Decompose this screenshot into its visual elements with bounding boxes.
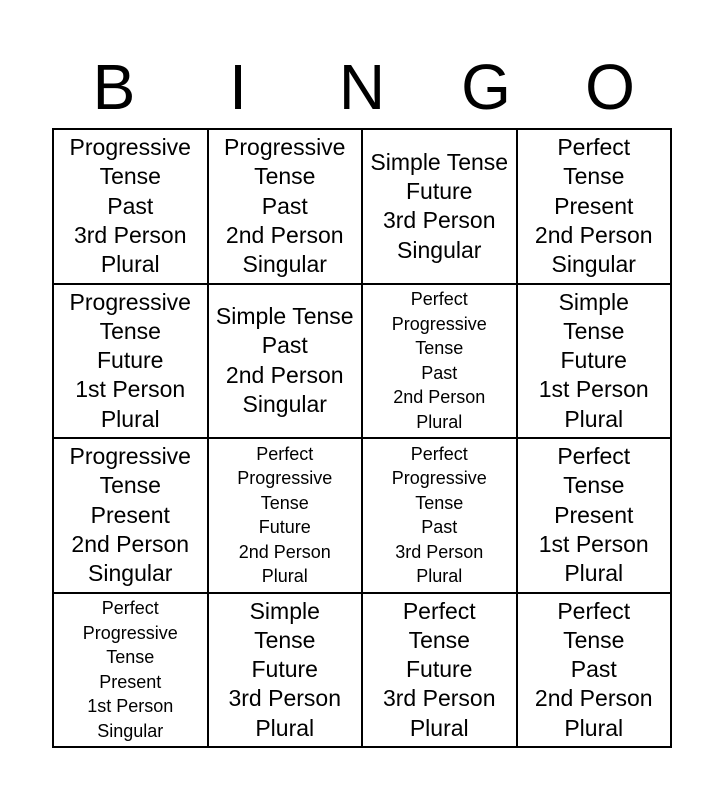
bingo-cell[interactable] [517, 129, 672, 284]
cell-text-line: Tense [415, 492, 464, 513]
cell-text-line: Perfect [557, 443, 631, 469]
cell-text-line: Simple Tense [215, 303, 354, 330]
cell-text-line: Tense [99, 163, 161, 190]
cell-text-line: 1st Person [538, 376, 649, 403]
cell-text-line: Past [261, 192, 308, 219]
cell-text-line: Tense [563, 472, 625, 499]
bingo-cell[interactable] [517, 284, 672, 439]
cell-text-line: 1st Person [75, 376, 186, 403]
cell-text-line: Future [406, 656, 473, 683]
cell-text-line: Singular [551, 251, 636, 278]
cell-text-line: Progressive [224, 134, 346, 160]
cell-text-line: 3rd Person [395, 541, 484, 562]
cell-text-line: Perfect [256, 443, 314, 464]
bingo-cell[interactable] [208, 284, 363, 439]
cell-text-line: Singular [397, 236, 482, 263]
cell-text-line: Past [421, 517, 458, 538]
bingo-cell[interactable] [362, 284, 517, 439]
cell-text-line: Singular [242, 251, 327, 278]
cell-text-line: Perfect [557, 597, 631, 624]
cell-text-line: Progressive [69, 288, 191, 315]
cell-text-line: Plural [564, 405, 624, 432]
cell-text-line: Perfect [101, 598, 159, 619]
cell-text-line: Progressive [391, 468, 487, 489]
cell-text-line: Plural [564, 714, 624, 741]
cell-text-line: Progressive [391, 313, 487, 334]
cell-text-line: Progressive [82, 622, 178, 643]
header-letter: G [461, 51, 511, 123]
cell-text-line: Tense [563, 626, 625, 653]
header-letter: I [229, 51, 247, 123]
cell-text-line: Past [107, 192, 154, 219]
cell-text-line: Present [554, 501, 634, 528]
cell-text-line: Singular [88, 560, 173, 587]
bingo-grid [52, 128, 672, 748]
cell-text-line: 2nd Person [534, 685, 653, 712]
bingo-cell[interactable] [53, 438, 208, 593]
bingo-cell[interactable] [517, 593, 672, 748]
cell-text-line: Plural [255, 714, 315, 741]
cell-text-line: Progressive [69, 134, 191, 160]
cell-text-line: Plural [100, 405, 160, 432]
cell-text-line: Tense [563, 163, 625, 190]
cell-text-line: Plural [261, 566, 308, 587]
cell-text-line: Perfect [402, 597, 476, 624]
cell-text-line: Perfect [410, 289, 468, 310]
cell-text-line: 2nd Person [534, 221, 653, 248]
cell-text-line: Plural [100, 251, 160, 278]
bingo-cell[interactable] [208, 438, 363, 593]
cell-text-line: Tense [106, 647, 155, 668]
header-letter: B [92, 51, 136, 123]
cell-text-line: 2nd Person [225, 361, 344, 388]
cell-text-line: 3rd Person [382, 685, 496, 712]
cell-text-line: Future [258, 517, 311, 538]
cell-text-line: Singular [242, 391, 327, 418]
cell-text-line: Plural [416, 566, 463, 587]
cell-text-line: Tense [563, 317, 625, 344]
cell-text-line: Simple [558, 288, 629, 315]
cell-text-line: Tense [99, 317, 161, 344]
bingo-header [52, 52, 672, 122]
cell-text-line: Plural [416, 411, 463, 432]
cell-text-line: Plural [564, 560, 624, 587]
cell-text-line: 2nd Person [238, 541, 331, 562]
bingo-cell[interactable] [53, 593, 208, 748]
header-letter: O [585, 51, 635, 123]
bingo-cell[interactable] [362, 438, 517, 593]
bingo-cell[interactable] [362, 593, 517, 748]
cell-text-line: 3rd Person [73, 221, 187, 248]
cell-text-line: Progressive [69, 443, 191, 469]
cell-text-line: Future [251, 656, 318, 683]
cell-text-line: 1st Person [538, 530, 649, 557]
header-letter: N [338, 51, 386, 123]
cell-text-line: 2nd Person [225, 221, 344, 248]
cell-text-line: Tense [254, 626, 316, 653]
bingo-cell[interactable] [362, 129, 517, 284]
cell-text-line: 3rd Person [382, 207, 496, 234]
cell-text-line: Present [90, 501, 170, 528]
cell-text-line: Tense [260, 492, 309, 513]
bingo-cell[interactable] [53, 129, 208, 284]
cell-text-line: 2nd Person [393, 387, 486, 408]
cell-text-line: Plural [409, 714, 469, 741]
bingo-cell[interactable] [208, 593, 363, 748]
cell-text-line: Past [261, 332, 308, 359]
cell-text-line: Progressive [237, 468, 333, 489]
cell-text-line: Tense [99, 472, 161, 499]
bingo-cell[interactable] [517, 438, 672, 593]
cell-text-line: Tense [254, 163, 316, 190]
cell-text-line: Simple [249, 597, 320, 624]
bingo-cell[interactable] [208, 129, 363, 284]
cell-text-line: 3rd Person [228, 685, 341, 712]
cell-text-line: Future [406, 177, 473, 204]
cell-text-line: 2nd Person [71, 530, 190, 557]
cell-text-line: 1st Person [87, 696, 174, 717]
cell-text-line: Simple Tense [370, 148, 509, 175]
cell-text-line: Past [421, 362, 458, 383]
bingo-cell[interactable] [53, 284, 208, 439]
cell-text-line: Tense [408, 626, 470, 653]
cell-text-line: Perfect [410, 443, 468, 464]
cell-text-line: Tense [415, 338, 464, 359]
cell-text-line: Perfect [557, 134, 631, 160]
cell-text-line: Singular [97, 720, 164, 741]
cell-text-line: Present [554, 192, 634, 219]
cell-text-line: Present [99, 671, 162, 692]
cell-text-line: Past [570, 656, 617, 683]
cell-text-line: Future [97, 347, 164, 374]
cell-text-line: Future [560, 347, 627, 374]
